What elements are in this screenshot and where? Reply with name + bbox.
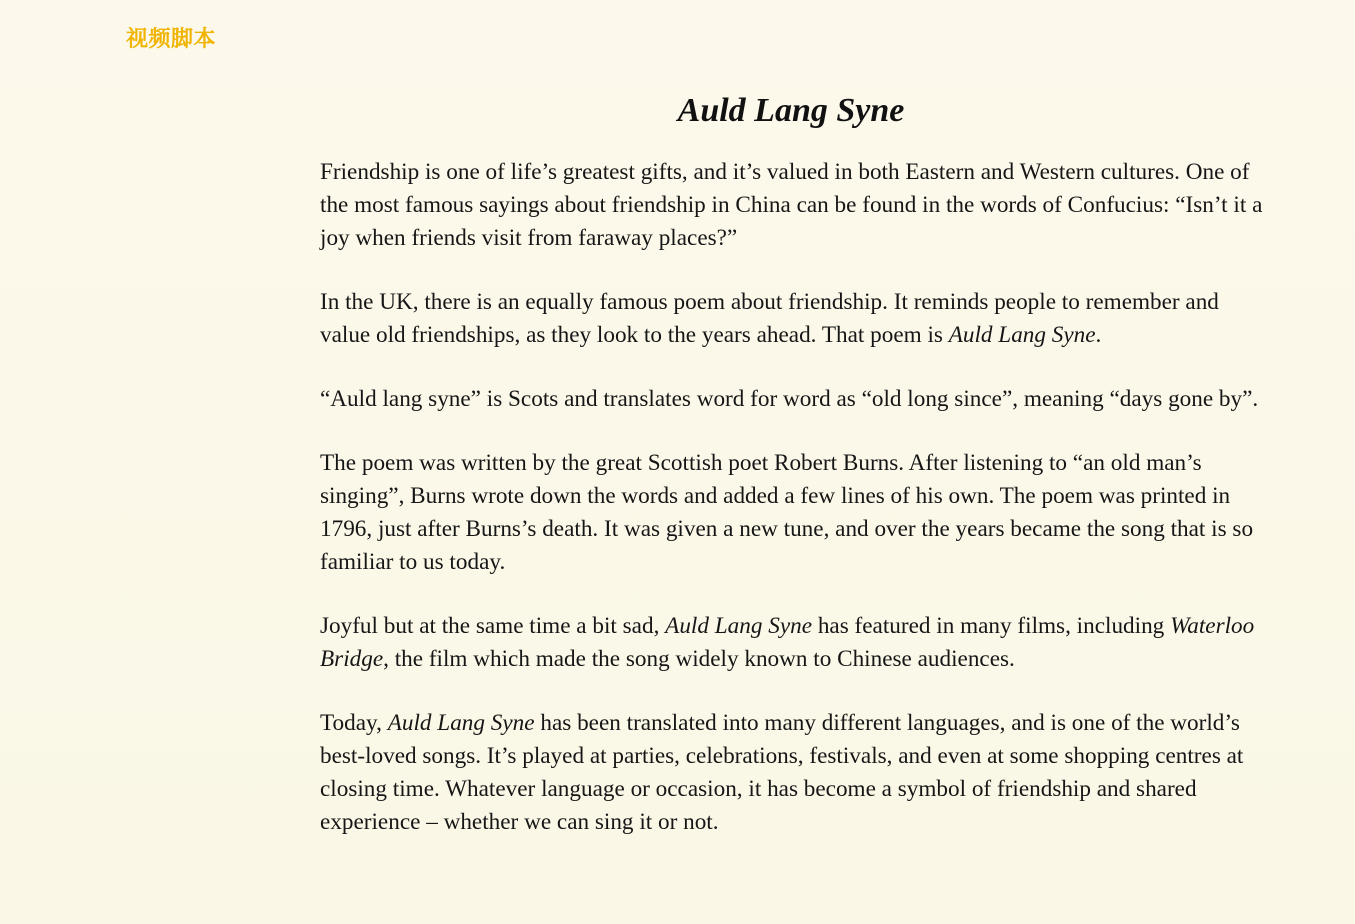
paragraph-5-text-c: , the film which made the song widely known to Chinese audiences. [383,646,1015,672]
paragraph-6-text-b: has been translated into many different languages, and is one of the world’s best-loved songs. It’s played at parties, celebrations, festivals, and even at some shopping centres at closing time. Whatever language or occasion, it has become a symbol of friendship and shared experience – whether we can sing it or not. [320,710,1244,835]
paragraph-5 [320,610,1265,676]
paragraph-2-title-italic: Auld Lang Syne [948,322,1096,348]
paragraph-3-text: “Auld lang syne” is Scots and translates word for word as “old long since”, meaning “days gone by”. [320,386,1259,412]
paragraph-2 [320,286,1265,352]
paragraph-3 [320,383,1265,416]
paragraph-5-text-b: has featured in many films, including [812,613,1171,639]
paragraph-4 [320,447,1265,579]
paragraph-1-text: Friendship is one of life’s greatest gifts, and it’s valued in both Eastern and Western cultures. One of the most famous sayings about friendship in China can be found in the words of Confucius: “Isn’t it a joy when friends visit from faraway places?” [320,159,1263,251]
paragraph-6-title-italic: Auld Lang Syne [387,710,535,736]
paragraph-1 [320,156,1265,255]
paragraph-5-title-italic: Auld Lang Syne [665,613,813,639]
paragraph-2-text-b: . [1095,322,1102,348]
paragraph-5-film-italic: Waterloo Bridge [320,613,1255,672]
section-tag: 视频脚本 [126,27,217,52]
paragraph-6 [320,707,1265,839]
article-title: Auld Lang Syne [677,92,905,129]
paragraph-6-text-a: Today, [320,710,388,736]
article-body [320,156,1265,870]
paragraph-4-text: The poem was written by the great Scottish poet Robert Burns. After listening to “an old man’s singing”, Burns wrote down the words and added a few lines of his own. The poem was printed in 1796, just after Burns’s death. It was given a new tune, and over the years became the song that is so familiar to us today. [320,450,1254,575]
paragraph-5-text-a: Joyful but at the same time a bit sad, [320,613,666,639]
paragraph-2-text-a: In the UK, there is an equally famous poem about friendship. It reminds people to remember and value old friendships, as they look to the years ahead. That poem is [320,289,1219,348]
